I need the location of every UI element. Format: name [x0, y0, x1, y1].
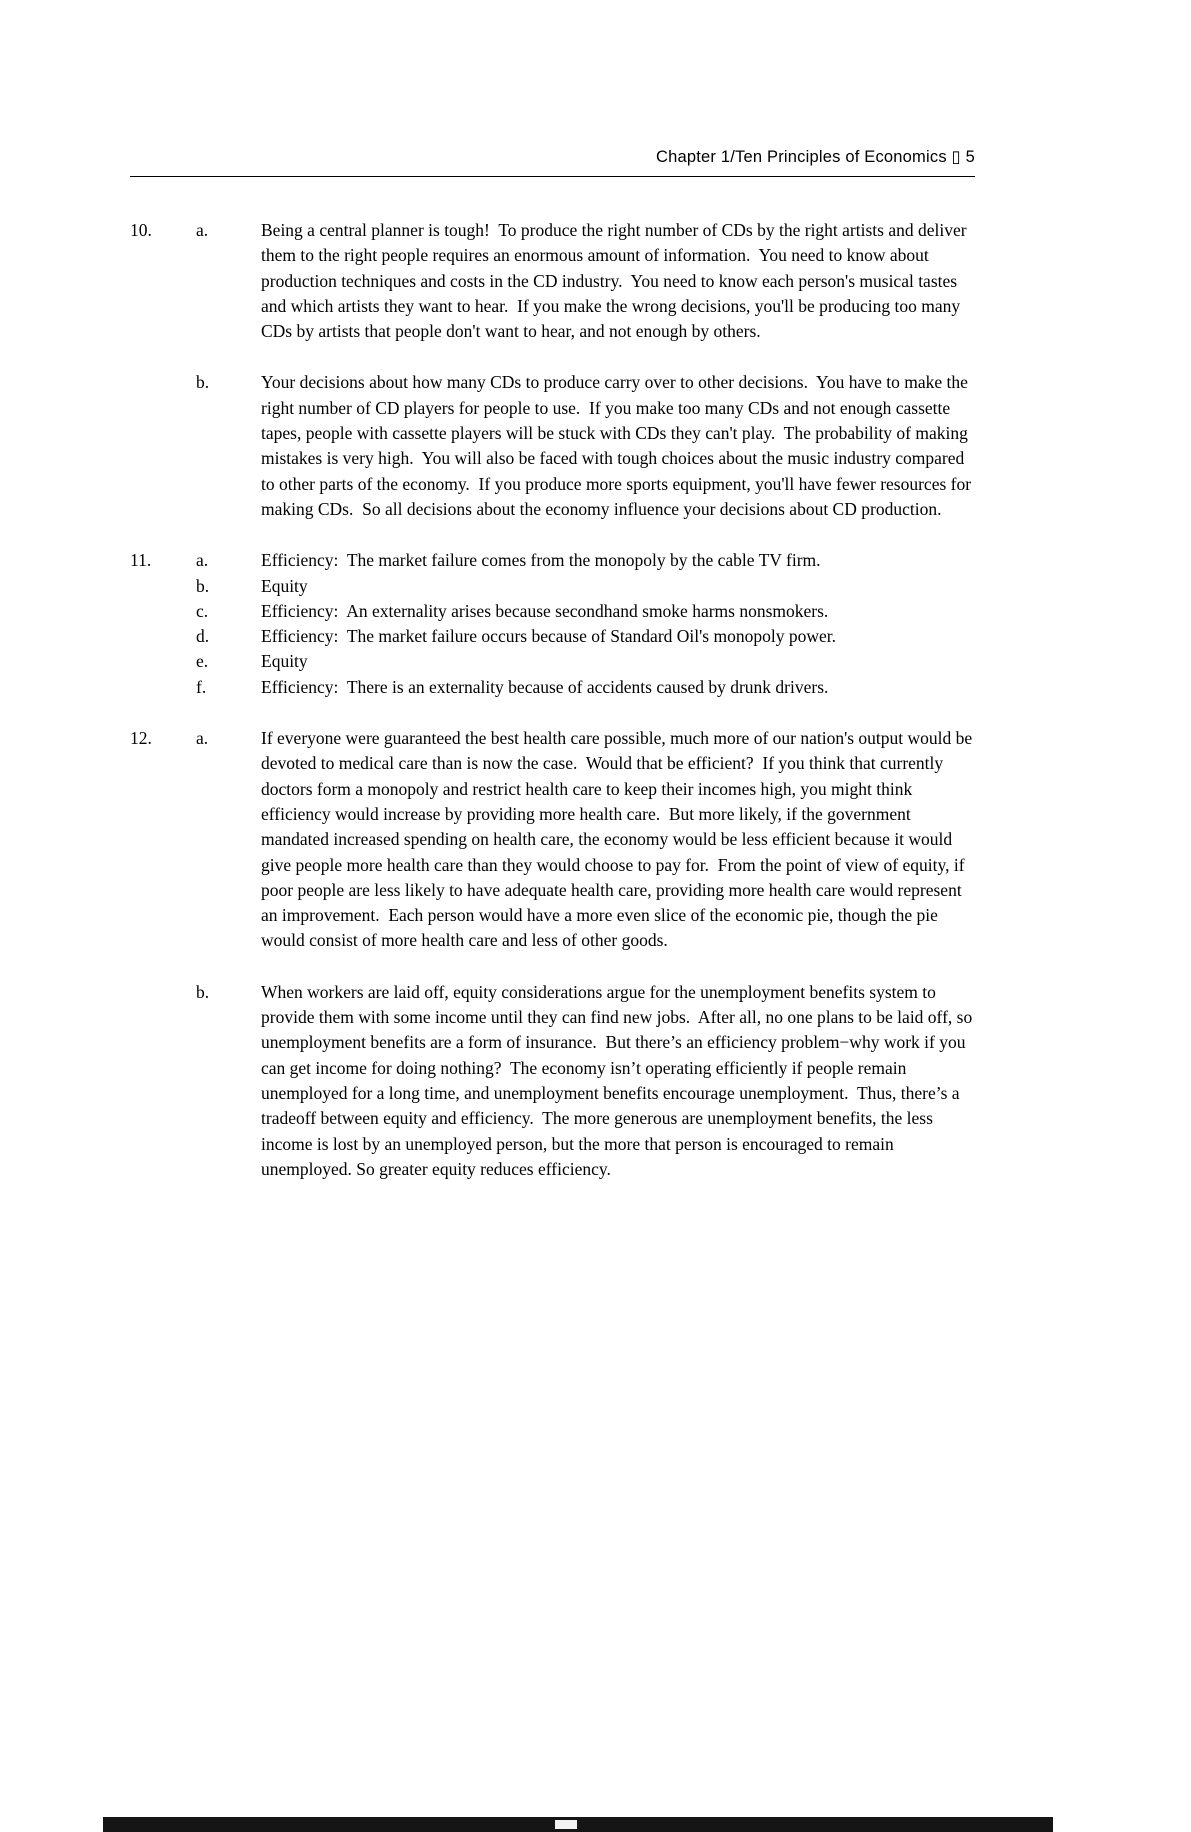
part-letter: c.	[196, 600, 209, 621]
part-text: Efficiency: The market failure comes from the monopoly by the cable TV firm.	[261, 550, 821, 571]
part-letter: f.	[196, 676, 207, 697]
part-letter: a.	[196, 728, 209, 749]
answer-part	[130, 548, 975, 573]
item-number	[130, 574, 196, 599]
part-text: Efficiency: There is an externality because of accidents caused by drunk drivers.	[261, 676, 829, 697]
part-text: Equity	[261, 651, 308, 672]
part-text: Your decisions about how many CDs to produce carry over to other decisions. You have to make the right number of CD players for people to use. If you make too many CDs and not enough cassette tapes, people with cassette players will be stuck with CDs they can't play. The probability of making mistakes is very high. You will also be faced with tough choices about the music industry compared to other parts of the economy. If you produce more sports equipment, you'll have fewer resources for making CDs. So all decisions about the economy influence your decisions about CD production.	[261, 372, 976, 519]
part-letter: b.	[196, 372, 210, 393]
answer-item	[130, 218, 975, 522]
answer-part	[130, 218, 975, 344]
answer-item	[130, 726, 975, 1182]
part-text: If everyone were guaranteed the best health care possible, much more of our nation's output would be devoted to medical care than is now the case. Would that be efficient? If you think that currently doctors form a monopoly and restrict health care to keep their incomes high, you might think efficiency would increase by providing more health care. But more likely, if the government mandated increased spending on health care, the economy would be less efficient because it would give people more health care than they would choose to pay for. From the point of view of equity, if poor people are less likely to have adequate health care, providing more health care would represent an improvement. Each person would have a more even slice of the economic pie, though the pie would consist of more health care and less of other goods.	[261, 728, 977, 951]
item-number	[130, 624, 196, 649]
answer-part	[130, 599, 975, 624]
answer-part	[130, 980, 975, 1182]
answer-part	[130, 624, 975, 649]
part-text: When workers are laid off, equity considerations argue for the unemployment benefits system to provide them with some income until they can find new jobs. After all, no one plans to be laid off, so unemployment benefits are a form of insurance. But there’s an efficiency problem−why work if you can get income for doing nothing? The economy isn’t operating efficiently if people remain unemployed for a long time, and unemployment benefits encourage unemployment. Thus, there’s a tradeoff between equity and efficiency. The more generous are unemployment benefits, the less income is lost by an unemployed person, but the more that person is encouraged to remain unemployed. So greater equity reduces efficiency.	[261, 981, 977, 1179]
page-header-title: Chapter 1/Ten Principles of Economics ▯ 5	[655, 148, 975, 166]
item-number	[130, 370, 196, 522]
item-number: 11.	[130, 550, 152, 571]
part-letter: e.	[196, 651, 209, 672]
part-text: Efficiency: An externality arises because secondhand smoke harms nonsmokers.	[261, 600, 829, 621]
answer-item	[130, 548, 975, 700]
part-letter: a.	[196, 550, 209, 571]
part-letter: a.	[196, 220, 209, 240]
item-number: 10.	[130, 220, 152, 240]
part-text: Being a central planner is tough! To produce the right number of CDs by the right artists and deliver them to the right people requires an enormous amount of information. You need to know about production techniques and costs in the CD industry. You need to know each person's musical tastes and which artists they want to hear. If you make the wrong decisions, you'll be producing too many CDs by artists that people don't want to hear, and not enough by others.	[261, 220, 971, 342]
item-number	[130, 649, 196, 674]
part-letter: b.	[196, 981, 210, 1002]
part-letter: b.	[196, 575, 210, 596]
part-text: Efficiency: The market failure occurs because of Standard Oil's monopoly power.	[261, 626, 836, 647]
answer-part	[130, 649, 975, 674]
item-number	[130, 980, 196, 1182]
answer-part	[130, 726, 975, 954]
bottom-bar	[103, 1817, 1053, 1832]
answer-part	[130, 370, 975, 522]
answer-part	[130, 675, 975, 700]
item-number: 12.	[130, 728, 152, 749]
page-header	[130, 147, 975, 177]
part-text: Equity	[261, 575, 308, 596]
part-letter: d.	[196, 626, 210, 647]
item-number	[130, 599, 196, 624]
answer-part	[130, 574, 975, 599]
bottom-bar-icon[interactable]	[555, 1820, 577, 1829]
item-number	[130, 675, 196, 700]
items	[130, 218, 975, 1182]
